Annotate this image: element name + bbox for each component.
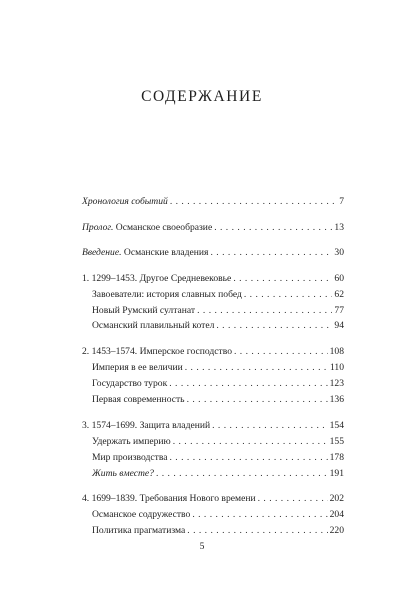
dot-leader xyxy=(173,435,328,449)
dot-leader xyxy=(214,221,332,235)
toc-entry-label: Пролог. Османское своеобразие xyxy=(82,222,213,233)
toc-chapter xyxy=(82,492,344,506)
dot-leader xyxy=(169,377,327,391)
toc-chapter xyxy=(82,272,344,286)
dot-leader xyxy=(192,508,327,522)
toc-entry-label: Введение. Османские владения xyxy=(82,247,209,258)
toc-entry-label: 1. 1299–1453. Другое Средневековье xyxy=(82,273,232,284)
toc-page-number: 108 xyxy=(329,346,344,357)
toc-entry-label: Османский плавильный котел xyxy=(92,320,215,331)
toc-subentry xyxy=(92,451,344,465)
page-number: 5 xyxy=(199,541,205,552)
dot-leader xyxy=(170,195,337,209)
dot-leader xyxy=(212,419,328,433)
toc-page-number: 7 xyxy=(339,196,344,207)
dot-leader xyxy=(233,272,332,286)
toc-entry-label: Новый Румский султанат xyxy=(92,305,196,316)
toc-subentry xyxy=(92,393,344,407)
toc-subentry xyxy=(92,435,344,449)
dot-leader xyxy=(170,451,328,465)
toc-subentry xyxy=(92,319,344,333)
toc-subentry xyxy=(92,508,344,522)
toc-entry-label: Завоеватели: история славных побед xyxy=(92,289,242,300)
toc-entry-label: Государство турок xyxy=(92,378,168,389)
toc-subentry xyxy=(92,377,344,391)
toc-entry-label: Мир производства xyxy=(92,452,168,463)
dot-leader xyxy=(197,304,332,318)
toc-chapter xyxy=(82,345,344,359)
toc-page-number: 77 xyxy=(334,305,344,316)
toc-page-number: 62 xyxy=(334,289,344,300)
toc-subentry xyxy=(92,467,344,481)
dot-leader xyxy=(185,361,328,375)
toc-subentry xyxy=(92,524,344,538)
toc-entry xyxy=(82,246,344,260)
toc-subentry xyxy=(92,288,344,302)
dot-leader xyxy=(187,393,328,407)
toc-entry-label: Хронология событий xyxy=(82,196,168,207)
toc-page-number: 155 xyxy=(329,436,344,447)
toc-page-number: 202 xyxy=(329,493,344,504)
dot-leader xyxy=(210,246,332,260)
toc-page-number: 191 xyxy=(329,468,344,479)
toc-page-number: 60 xyxy=(334,273,344,284)
toc-entry xyxy=(82,221,344,235)
toc-page-number: 13 xyxy=(334,222,344,233)
toc-page-number: 136 xyxy=(329,394,344,405)
toc-entry-label: Первая современность xyxy=(92,394,185,405)
toc-page-number: 220 xyxy=(329,525,344,536)
page-title: СОДЕРЖАНИЕ xyxy=(141,88,263,105)
toc-chapter xyxy=(82,419,344,433)
toc-subentry xyxy=(92,304,344,318)
dot-leader xyxy=(258,492,328,506)
toc-page-number: 204 xyxy=(329,509,344,520)
toc-entry xyxy=(82,195,344,209)
dot-leader xyxy=(234,345,328,359)
toc-entry-label: Политика прагматизма xyxy=(92,525,186,536)
toc-entry-label: Жить вместе? xyxy=(92,468,154,479)
toc-entry-label: 2. 1453–1574. Имперское господство xyxy=(82,346,232,357)
toc-entry-label: Удержать империю xyxy=(92,436,171,447)
toc-subentry xyxy=(92,361,344,375)
toc-page-number: 110 xyxy=(329,362,344,373)
toc-page-number: 94 xyxy=(334,320,344,331)
toc-entry-label: Османское содружество xyxy=(92,509,191,520)
toc-entry-label: 3. 1574–1699. Защита владений xyxy=(82,420,211,431)
toc-page-number: 30 xyxy=(334,247,344,258)
dot-leader xyxy=(187,524,327,538)
toc-page-number: 123 xyxy=(329,378,344,389)
dot-leader xyxy=(244,288,333,302)
toc-page-number: 178 xyxy=(329,452,344,463)
toc-entry-label: Империя в ее величии xyxy=(92,362,183,373)
dot-leader xyxy=(216,319,332,333)
toc-entry-label: 4. 1699–1839. Требования Нового времени xyxy=(82,493,256,504)
toc-page-number: 154 xyxy=(329,420,344,431)
dot-leader xyxy=(156,467,328,481)
